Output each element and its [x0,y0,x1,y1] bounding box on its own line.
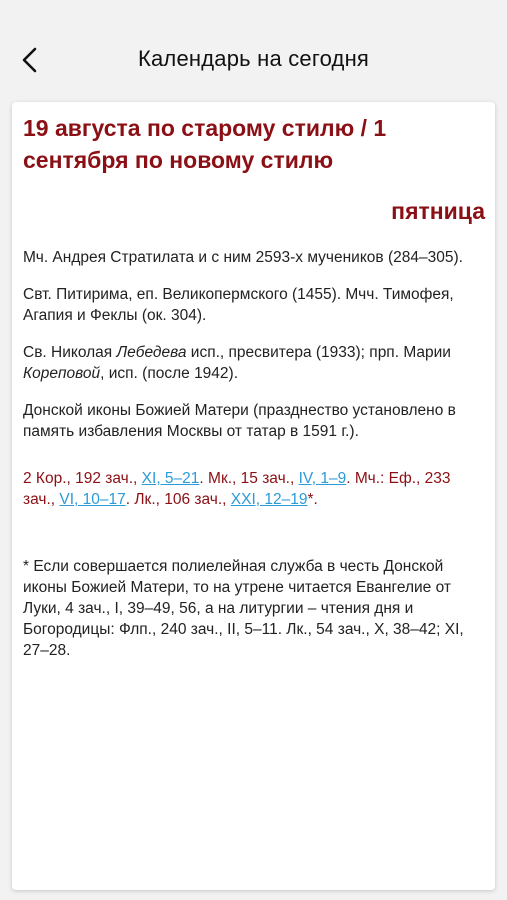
reading-link[interactable]: XXI, 12–19 [230,491,308,508]
reading-text: . Лк., 106 зач., [125,491,231,508]
saint-entry-text: Донской иконы Божией Матери (празднество установлено в память избавления Москвы от татар в 1591 г.). [23,402,456,440]
saint-entry-text: Свт. Питирима, еп. Великопермского (1455). Мчч. Тимофея, Агапия и Феклы (ок. 304). [23,286,454,324]
footnote: * Если совершается полиелейная служба в честь Донской иконы Божией Матери, то на утрене читается Евангелие от Луки, 4 зач., I, 39–49, 56, а на литургии – чтения дня и Богородицы: Флп., 240 зач., II, 5–11. Лк., 54 зач., X, 38–42; XI, 27–28. [23,558,464,659]
weekday-label: пятница [391,198,485,224]
page-title: Календарь на сегодня [137,46,370,71]
saint-entry-text: исп., пресвитера (1933); прп. Марии [186,344,451,361]
status-bar [0,0,507,22]
reading-text: *. [307,491,318,508]
calendar-card [12,102,495,890]
scripture-readings [23,468,485,510]
saint-entry-text: , исп. (после 1942). [100,365,239,382]
reading-text: . Мк., 15 зач., [199,470,299,487]
saints-list [23,247,485,442]
reading-link[interactable]: XI, 5–21 [141,470,200,487]
saint-entry [23,342,485,384]
navigation-bar [0,30,507,90]
saint-surname: Лебедева [116,344,187,361]
reading-link[interactable]: VI, 10–17 [59,491,126,508]
reading-text: . Мч.: Еф., 233 зач., [23,470,451,508]
saint-entry [23,247,485,268]
saint-entry-text: Св. Николая [23,344,117,361]
saint-entry-text: Мч. Андрея Стратилата и с ним 2593-х мучеников (284–305). [23,249,463,266]
saint-entry [23,400,485,442]
saint-entry [23,284,485,326]
reading-link[interactable]: IV, 1–9 [298,470,347,487]
reading-text: 2 Кор., 192 зач., [23,470,142,487]
saint-surname: Кореповой [23,365,101,382]
date-title: 19 августа по старому стилю / 1 сентября по новому стилю [23,115,387,173]
